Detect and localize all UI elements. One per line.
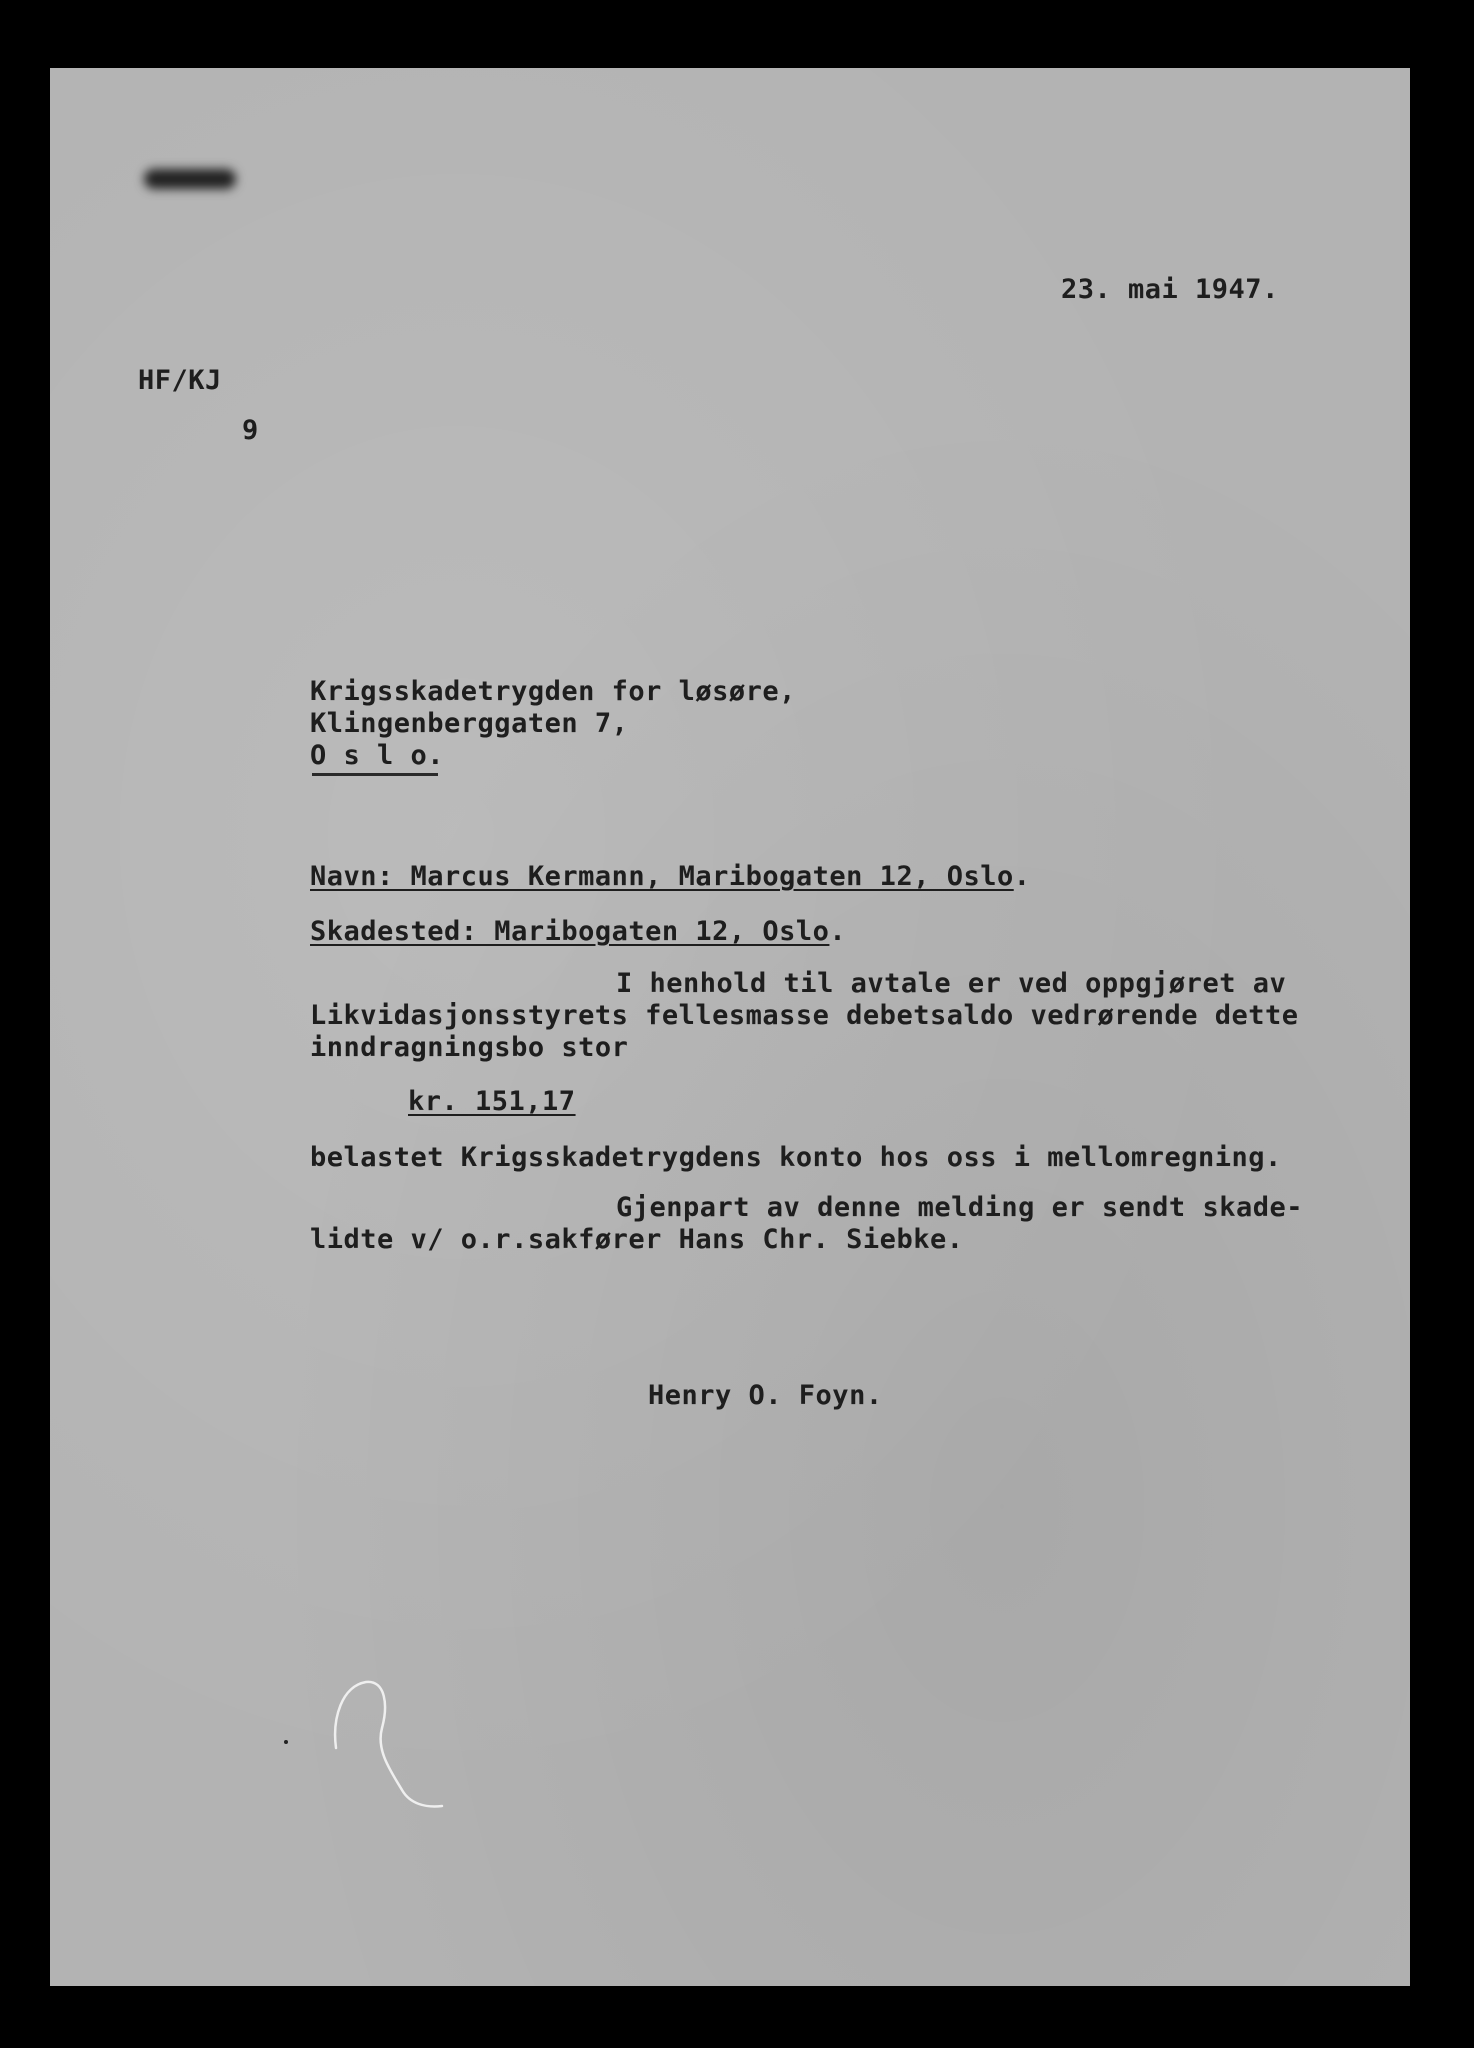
reference-number: 9 — [242, 415, 259, 446]
letter-page — [50, 68, 1410, 1986]
body-paragraph-1-line-2: Likvidasjonsstyrets fellesmasse debetsaldo vedrørende dette — [310, 1000, 1299, 1031]
name-line-period: . — [1013, 861, 1031, 892]
site-line-period: . — [829, 916, 847, 947]
recipient-line-2: Klingenberggaten 7, — [310, 708, 629, 739]
ink-smudge — [144, 169, 236, 189]
recipient-rule — [312, 773, 438, 776]
recipient-line-1: Krigsskadetrygden for løsøre, — [310, 676, 796, 707]
body-paragraph-3-line-1: Gjenpart av denne melding er sendt skade- — [616, 1192, 1303, 1223]
body-paragraph-3-line-2: lidte v/ o.r.sakfører Hans Chr. Siebke. — [310, 1224, 964, 1255]
site-line — [310, 916, 846, 948]
amount — [408, 1086, 576, 1118]
site-line-text: Skadested: Maribogaten 12, Oslo — [310, 916, 830, 947]
body-paragraph-1-line-1: I henhold til avtale er ved oppgjøret av — [616, 968, 1287, 999]
letter-date: 23. mai 1947. — [1061, 274, 1279, 305]
signature-name: Henry O. Foyn. — [648, 1380, 883, 1411]
name-line — [310, 861, 1031, 893]
recipient-line-3: O s l o. — [310, 740, 445, 771]
scratch-mark — [330, 1678, 450, 1818]
reference-code: HF/KJ — [138, 365, 222, 396]
name-line-text: Navn: Marcus Kermann, Maribogaten 12, Oslo — [310, 861, 1014, 892]
ink-speck — [284, 1740, 288, 1744]
amount-text: kr. 151,17 — [408, 1086, 576, 1117]
body-paragraph-1-line-3: inndragningsbo stor — [310, 1032, 629, 1063]
body-paragraph-2: belastet Krigsskadetrygdens konto hos oss i mellomregning. — [310, 1142, 1282, 1173]
